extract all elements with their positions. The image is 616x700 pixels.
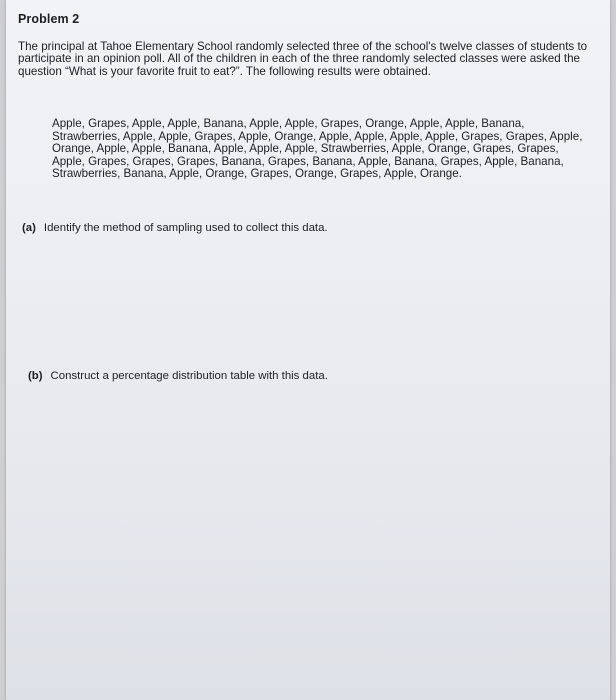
- problem-title: Problem 2: [18, 12, 80, 26]
- part-a-question: [22, 222, 328, 234]
- part-b-question: [28, 370, 328, 382]
- part-b-text: Construct a percentage distribution table with this data.: [50, 370, 328, 382]
- part-b-letter: (b): [28, 370, 43, 382]
- fruit-responses-data: Apple, Grapes, Apple, Apple, Banana, Apple, Apple, Grapes, Orange, Apple, Apple, Banana, Strawberries, Apple, Apple, Grapes, Apple, Orange, Apple, Apple, Apple, Apple, Grapes, Grapes, Apple, Orange, Apple, Apple, Banana, Apple, Apple, Apple, Strawberries, Apple, Orange, Grapes, Grapes, Apple, Grapes, Grapes, Grapes, Banana, Grapes, Banana, Apple, Banana, Grapes, Apple, Banana, Strawberries, Banana, Apple, Orange, Grapes, Orange, Grapes, Apple, Orange.: [52, 117, 583, 181]
- problem-intro: The principal at Tahoe Elementary School randomly selected three of the school's twelve classes of students to participate in an opinion poll. All of the children in each of the three randomly selected classes were asked the question “What is your favorite fruit to eat?”. The following results were obtained.: [18, 40, 588, 78]
- part-a-letter: (a): [22, 222, 36, 234]
- worksheet-page: [6, 0, 610, 700]
- part-a-text: Identify the method of sampling used to collect this data.: [43, 222, 328, 234]
